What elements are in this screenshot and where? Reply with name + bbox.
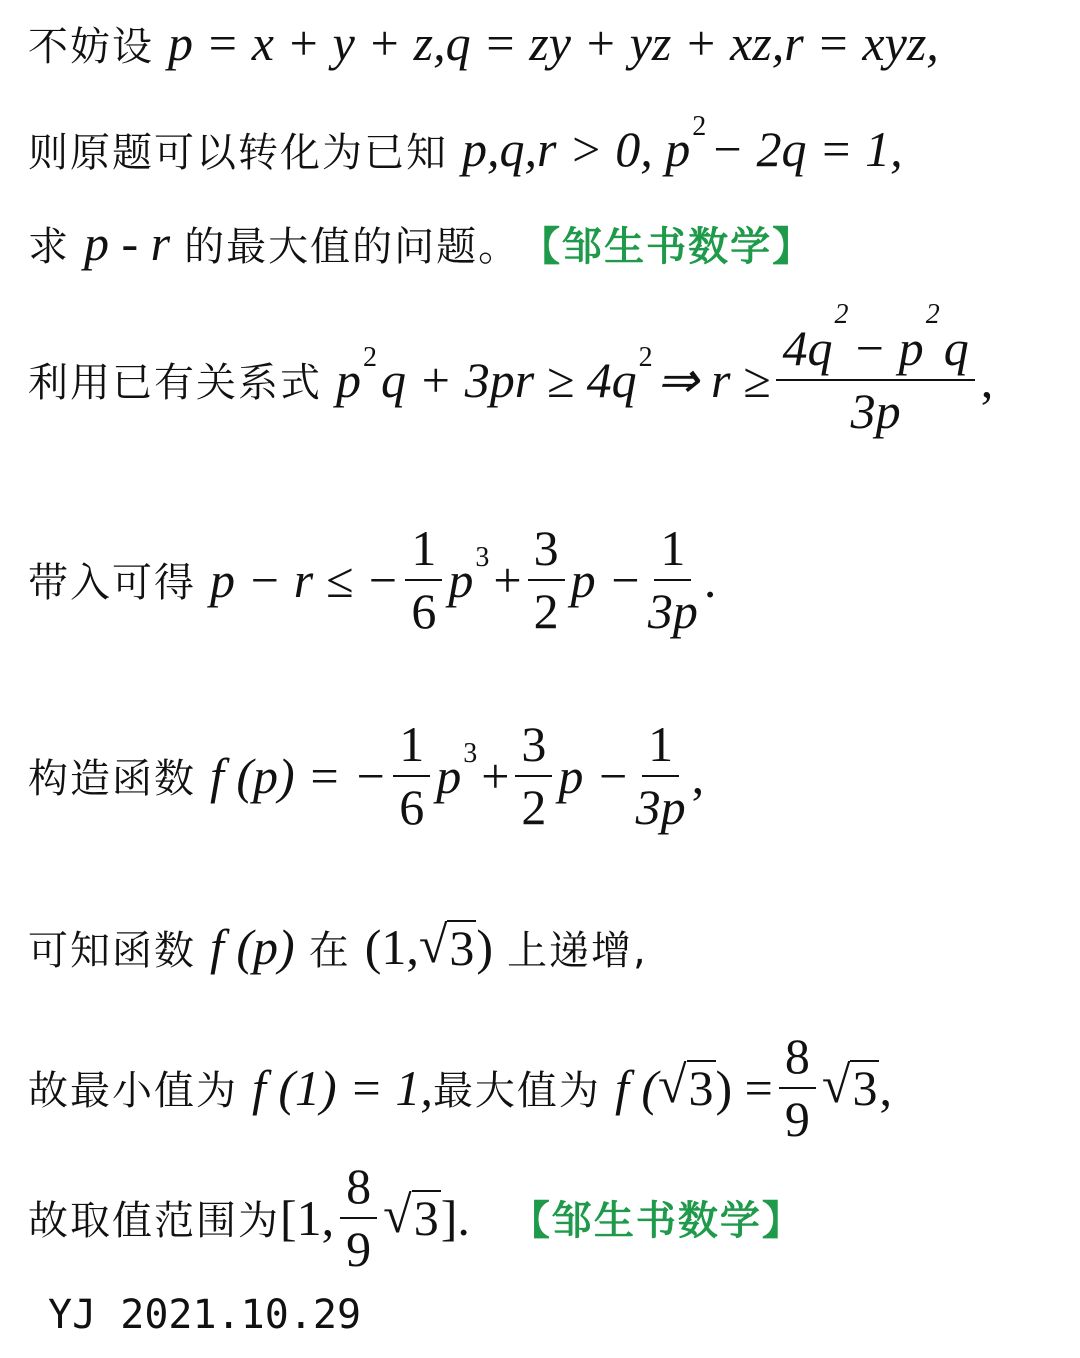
fraction-numerator: 8: [779, 1030, 816, 1089]
line-7-expression: f (p): [210, 919, 295, 975]
line-8-expression-c: ) =: [715, 1059, 773, 1116]
fraction-numerator-b: − p: [852, 320, 924, 376]
fraction-numerator: 1: [393, 718, 430, 777]
line-6-expression-a: f (p) = −: [210, 747, 388, 804]
line-9-interval-open: [1,: [280, 1189, 335, 1246]
line-7-interval-open: (1,: [364, 919, 419, 975]
line-3-text-a: 求: [28, 223, 70, 270]
sqrt-symbol: √ 3: [821, 1057, 878, 1117]
line-2-text: 则原题可以转化为已知: [28, 129, 448, 176]
fraction-numerator: 8: [340, 1160, 377, 1219]
fraction-numerator: 1: [654, 522, 691, 581]
line-9-fraction: [340, 1160, 377, 1275]
line-8: [28, 1030, 892, 1145]
brand-label-top: 【邹生书数学】: [520, 223, 815, 270]
line-5-tail: .: [703, 551, 717, 608]
line-7: [28, 918, 648, 976]
fraction-denominator: 2: [521, 778, 547, 835]
line-4-exponent-a: 2: [363, 341, 377, 373]
line-9: [28, 1160, 804, 1275]
line-7-text-c: 上递增,: [507, 927, 648, 974]
line-5-fraction-2: [528, 522, 565, 637]
sqrt-argument: 3: [413, 1190, 439, 1247]
line-1: [28, 14, 939, 72]
line-6-tail: ,: [691, 747, 705, 804]
line-5-text: 带入可得: [28, 560, 196, 606]
fraction-denominator: 6: [399, 778, 425, 835]
sqrt-argument: 3: [449, 919, 475, 976]
fraction-numerator: 3: [515, 718, 552, 777]
line-8-fraction: [779, 1030, 816, 1145]
line-3: [28, 214, 814, 272]
line-5-fraction-1: [405, 522, 442, 637]
brand-label-bottom: 【邹生书数学】: [509, 1198, 804, 1244]
line-7-interval-close: ): [476, 919, 494, 975]
line-4-fraction: [776, 299, 974, 439]
line-4-expression-a: p: [336, 351, 361, 408]
line-3-expression: p - r: [84, 215, 171, 271]
line-9-interval-close: ].: [440, 1189, 470, 1246]
line-2: [28, 111, 903, 178]
fraction-denominator: 9: [346, 1220, 372, 1277]
line-5: [28, 522, 716, 637]
line-6-expression-c: p −: [558, 747, 630, 804]
line-4: [28, 299, 994, 439]
line-4-tail: ,: [980, 351, 994, 408]
sqrt-argument: 3: [852, 1060, 878, 1117]
sqrt-argument: 3: [688, 1060, 714, 1117]
line-9-text: 故取值范围为: [28, 1198, 280, 1244]
line-5-exponent: 3: [475, 541, 490, 573]
sqrt-symbol: √ 3: [383, 1187, 439, 1247]
line-2-expression-a: p,q,r > 0, p: [462, 121, 691, 177]
fraction-denominator: 9: [784, 1090, 810, 1147]
fraction-numerator-exp-a: 2: [834, 299, 849, 330]
line-8-tail: ,: [879, 1059, 892, 1116]
fraction-numerator-exp-b: 2: [925, 299, 940, 330]
line-6-fraction-2: [515, 718, 552, 833]
line-6-fraction-1: [393, 718, 430, 833]
fraction-numerator-a: 4q: [782, 320, 833, 376]
fraction-denominator: 3p: [635, 778, 686, 835]
line-5-expression-b: p: [448, 551, 474, 608]
line-6-text: 构造函数: [28, 756, 196, 802]
sqrt-symbol: √ 3: [418, 916, 475, 976]
fraction-numerator-c: q: [943, 320, 969, 376]
footer-signature-date: YJ 2021.10.29: [48, 1292, 362, 1338]
line-4-expression-b: q + 3pr ≥ 4q: [381, 351, 637, 408]
line-8-expression-a: f (1) = 1,: [252, 1059, 433, 1116]
line-2-exponent: 2: [692, 111, 707, 142]
line-7-text-b: 在: [308, 927, 351, 974]
line-6-fraction-3: [636, 718, 686, 833]
line-6: [28, 718, 704, 833]
line-4-exponent-b: 2: [638, 341, 653, 373]
line-2-expression-b: − 2q = 1,: [710, 121, 903, 177]
line-7-text-a: 可知函数: [28, 927, 196, 974]
line-5-expression-c: p −: [570, 551, 642, 608]
fraction-numerator: 1: [642, 718, 679, 777]
fraction-numerator: 1: [405, 522, 442, 581]
line-1-expression: p = x + y + z,q = zy + yz + xz,r = xyz,: [168, 15, 939, 71]
line-6-plus: +: [481, 747, 510, 804]
line-6-expression-b: p: [436, 747, 462, 804]
line-6-exponent: 3: [463, 737, 478, 769]
line-5-fraction-3: [648, 522, 698, 637]
fraction-denominator: 3p: [850, 382, 901, 439]
line-3-text-b: 的最大值的问题。: [184, 223, 521, 270]
line-4-text: 利用已有关系式: [28, 360, 322, 406]
line-5-expression-a: p − r ≤ −: [210, 551, 400, 608]
line-8-text-a: 故最小值为: [28, 1068, 238, 1114]
line-8-text-b: 最大值为: [432, 1068, 601, 1114]
fraction-denominator: 6: [411, 582, 437, 639]
fraction-numerator: 3: [528, 522, 565, 581]
sqrt-symbol: √ 3: [657, 1057, 714, 1117]
line-5-plus: +: [493, 551, 522, 608]
line-4-expression-c: ⇒ r ≥: [656, 351, 771, 408]
line-8-expression-b: f (: [614, 1059, 658, 1116]
fraction-denominator: 2: [533, 582, 559, 639]
line-1-text: 不妨设: [28, 23, 154, 70]
fraction-denominator: 3p: [647, 582, 698, 639]
